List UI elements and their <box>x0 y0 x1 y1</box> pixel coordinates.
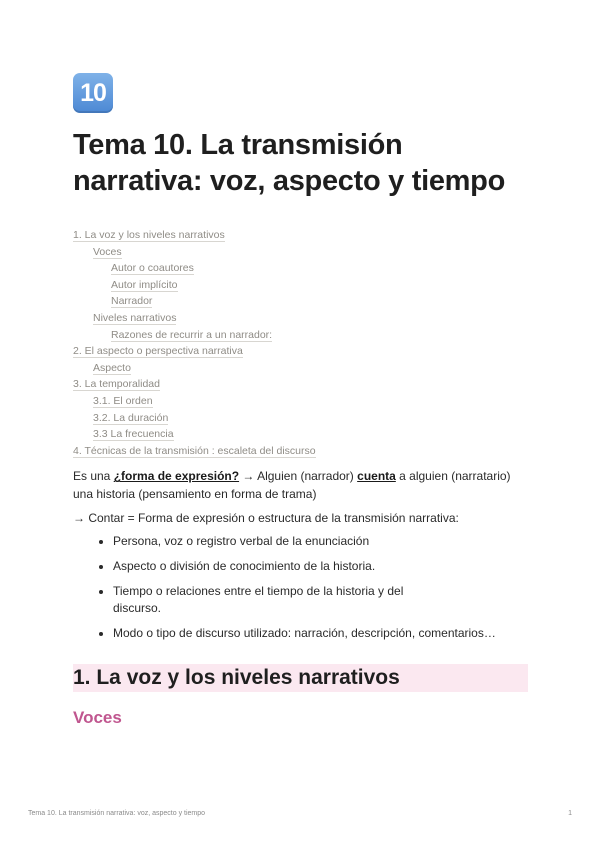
footer-title: Tema 10. La transmisión narrativa: voz, aspecto y tiempo <box>28 810 206 817</box>
bold-term: cuenta <box>357 469 396 484</box>
toc-item[interactable]: 3.1. El orden <box>93 394 153 407</box>
page-title: Tema 10. La transmisión narrativa: voz, aspecto y tiempo <box>73 129 505 197</box>
toc-item[interactable]: 3. La temporalidad <box>73 378 160 391</box>
toc-item[interactable]: 3.3 La frecuencia <box>93 428 174 441</box>
list-item: • Modo o tipo de discurso utilizado: narración, descripción, comentarios… <box>113 625 533 642</box>
toc-item[interactable]: Autor implícito <box>111 278 178 291</box>
page-number: 1 <box>568 810 572 817</box>
bullet-list <box>73 533 533 642</box>
document-page <box>73 73 533 730</box>
bold-term: ¿forma de expresión? <box>113 469 240 484</box>
list-item: • Tiempo o relaciones entre el tiempo de la historia y del discurso. <box>113 583 533 617</box>
intro-paragraph: Es una ¿forma de expresión? → Alguien (narrador) cuenta a alguien (narratario) una historia (pensamiento en forma de trama) <box>73 469 511 502</box>
toc-item[interactable]: 4. Técnicas de la transmisión : escaleta del discurso <box>73 444 316 457</box>
keycap-ten-icon: 10 <box>73 73 113 113</box>
toc-item[interactable]: 1. La voz y los niveles narrativos <box>73 229 225 241</box>
toc-item[interactable]: Voces <box>93 245 122 258</box>
page-footer <box>28 810 572 817</box>
contar-paragraph: → Contar = Forma de expresión o estructura de la transmisión narrativa: <box>73 511 459 526</box>
toc-item[interactable]: Razones de recurrir a un narrador: <box>111 328 273 341</box>
toc-item[interactable]: Niveles narrativos <box>93 311 177 324</box>
toc-item[interactable]: Aspecto <box>93 361 131 374</box>
section-heading: 1. La voz y los niveles narrativos <box>73 664 528 692</box>
subsection-heading: Voces <box>73 708 122 728</box>
toc-item[interactable]: Autor o coautores <box>111 262 194 275</box>
toc-item[interactable]: Narrador <box>111 295 153 308</box>
toc-item[interactable]: 3.2. La duración <box>93 411 169 424</box>
toc-item[interactable]: 2. El aspecto o perspectiva narrativa <box>73 345 243 358</box>
table-of-contents <box>73 227 533 459</box>
list-item: • Persona, voz o registro verbal de la enunciación <box>113 533 533 550</box>
list-item: • Aspecto o división de conocimiento de la historia. <box>113 558 533 575</box>
